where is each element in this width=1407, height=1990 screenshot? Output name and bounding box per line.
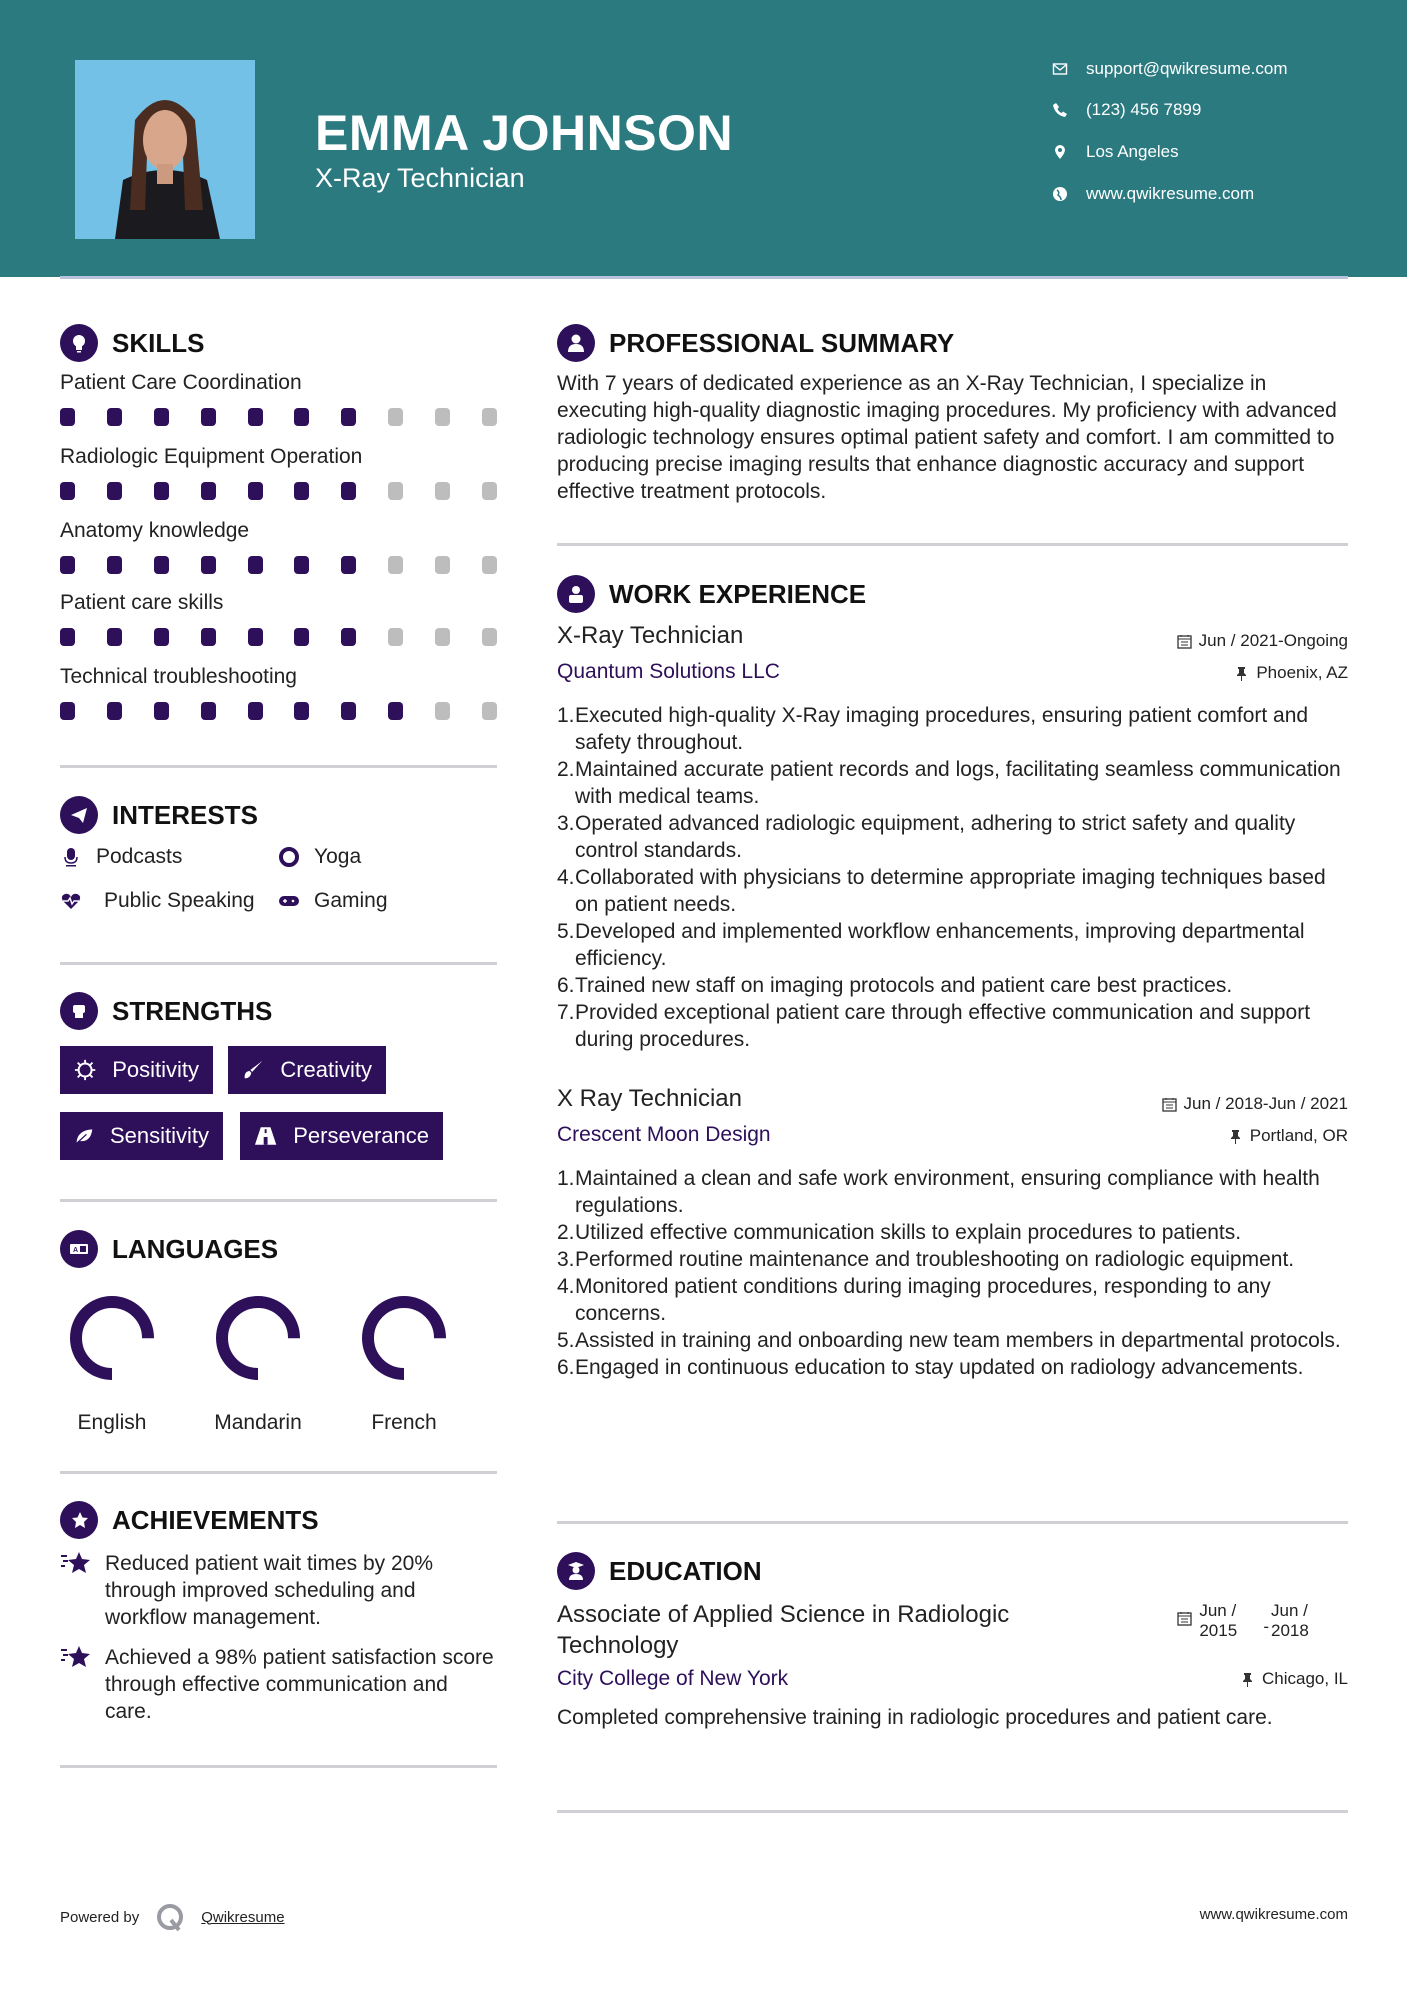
heartbeat-icon <box>60 890 82 912</box>
skill-label: Radiologic Equipment Operation <box>60 445 363 468</box>
fist-icon <box>60 992 98 1030</box>
duty-text: Monitored patient conditions during imaging procedures, responding to any concerns. <box>575 1275 1271 1325</box>
education-date-separator: - <box>1263 1617 1269 1636</box>
duty-item <box>557 810 1348 864</box>
summary-heading-text: PROFESSIONAL SUMMARY <box>609 327 955 358</box>
duty-text: Provided exceptional patient care through effective communication and support during procedures. <box>575 1001 1311 1051</box>
rating-dot-filled <box>248 628 263 646</box>
duty-text: Maintained accurate patient records and logs, facilitating seamless communication with medical teams. <box>575 758 1341 808</box>
contact-email[interactable] <box>1052 57 1288 81</box>
pushpin-icon <box>1240 1672 1255 1687</box>
paintbrush-icon <box>242 1058 264 1082</box>
rating-dot-filled <box>388 702 403 720</box>
rating-dot-filled <box>201 408 216 426</box>
language-label: French <box>371 1411 437 1434</box>
rating-dot-filled <box>60 702 75 720</box>
duty-text: Developed and implemented workflow enhancements, improving departmental efficiency. <box>575 920 1305 970</box>
duty-number: 1. <box>557 1167 575 1190</box>
job-dates-text: Jun / 2021-Ongoing <box>1198 631 1348 650</box>
rating-dot-empty <box>482 628 497 646</box>
achievements-heading-text: ACHIEVEMENTS <box>112 1504 319 1535</box>
language-proficiency-arc <box>368 1302 440 1374</box>
phone-icon <box>1052 102 1068 118</box>
job-title: X-Ray Technician <box>557 622 744 649</box>
duty-item <box>557 1246 1348 1273</box>
rating-dot-filled <box>341 408 356 426</box>
interest-label: Public Speaking <box>104 889 255 912</box>
education-dates <box>1177 1601 1315 1641</box>
skill-rating <box>60 702 497 720</box>
language-proficiency-ring <box>208 1288 308 1388</box>
languages-heading-text: LANGUAGES <box>112 1233 279 1264</box>
contact-location <box>1052 140 1179 164</box>
duty-item <box>557 918 1348 972</box>
skill-label: Technical troubleshooting <box>60 665 297 688</box>
duty-number: 4. <box>557 1275 575 1298</box>
achievement-item <box>60 1644 497 1725</box>
lifebuoy-icon <box>278 846 300 868</box>
education-heading <box>557 1552 762 1590</box>
education-location <box>1240 1669 1348 1689</box>
strength-label: Creativity <box>280 1057 372 1082</box>
duties-list <box>557 702 1348 1053</box>
job-title: X Ray Technician <box>557 1085 742 1112</box>
rating-dot-filled <box>341 482 356 500</box>
duty-item <box>557 702 1348 756</box>
education-location-text: Chicago, IL <box>1262 1669 1348 1688</box>
rating-dot-empty <box>388 628 403 646</box>
education-description: Completed comprehensive training in radiologic procedures and patient care. <box>557 1706 1273 1729</box>
pushpin-icon <box>1228 1129 1243 1144</box>
interest-item <box>60 889 255 913</box>
profile-photo <box>75 60 255 239</box>
duties-list <box>557 1165 1348 1381</box>
rating-dot-empty <box>388 556 403 574</box>
duty-text: Engaged in continuous education to stay updated on radiology advancements. <box>575 1356 1304 1379</box>
duty-text: Collaborated with physicians to determine appropriate imaging techniques based on patient needs. <box>575 866 1326 916</box>
section-divider <box>60 765 497 768</box>
strength-label: Positivity <box>112 1057 199 1082</box>
sun-icon <box>74 1058 96 1082</box>
strength-badge <box>228 1046 386 1094</box>
rating-dot-filled <box>154 628 169 646</box>
duty-item <box>557 1219 1348 1246</box>
gamepad-icon <box>278 890 300 912</box>
skill-label: Patient Care Coordination <box>60 371 302 394</box>
summary-text: With 7 years of dedicated experience as an X-Ray Technician, I specialize in executing high-quality diagnostic imaging procedures. My proficiency with advanced radiologic technology ensures optimal patient safety and comfort. I am committed to producing precise imaging results that enhance diagnostic accuracy and support effective treatment protocols. <box>557 372 1337 503</box>
location-icon <box>1052 144 1068 160</box>
header-divider <box>60 276 1348 279</box>
duty-item <box>557 1327 1348 1354</box>
rating-dot-empty <box>435 482 450 500</box>
duty-item <box>557 1165 1348 1219</box>
interest-label: Podcasts <box>96 845 183 868</box>
skill-rating <box>60 482 497 500</box>
lightbulb-icon <box>60 324 98 362</box>
language-proficiency-arc <box>222 1302 294 1374</box>
job-location-text: Phoenix, AZ <box>1256 663 1348 682</box>
achievement-item <box>60 1550 497 1631</box>
contact-phone-text: (123) 456 7899 <box>1086 100 1202 119</box>
section-divider <box>557 543 1348 546</box>
experience-heading-text: WORK EXPERIENCE <box>609 578 867 609</box>
duty-number: 5. <box>557 1329 575 1352</box>
rating-dot-filled <box>60 482 75 500</box>
language-label: Mandarin <box>214 1411 302 1434</box>
language-proficiency-ring <box>62 1288 162 1388</box>
rating-dot-empty <box>482 556 497 574</box>
rating-dot-filled <box>341 628 356 646</box>
duty-number: 6. <box>557 974 575 997</box>
strength-badge <box>60 1046 213 1094</box>
rating-dot-filled <box>248 482 263 500</box>
school-name: City College of New York <box>557 1667 789 1690</box>
interest-item <box>278 845 361 869</box>
job-dates <box>1162 1094 1348 1114</box>
contact-email-text: support@qwikresume.com <box>1086 59 1288 78</box>
interest-item <box>278 889 388 913</box>
rating-dot-filled <box>248 408 263 426</box>
duty-number: 6. <box>557 1356 575 1379</box>
duty-number: 1. <box>557 704 575 727</box>
contact-website[interactable] <box>1052 182 1254 206</box>
rating-dot-filled <box>201 702 216 720</box>
duty-text: Trained new staff on imaging protocols and patient care best practices. <box>575 974 1233 997</box>
strengths-heading-text: STRENGTHS <box>112 995 273 1026</box>
qwikresume-link[interactable]: Qwikresume <box>201 1908 285 1926</box>
summary-heading <box>557 324 954 362</box>
rating-dot-empty <box>482 408 497 426</box>
degree-title: Associate of Applied Science in Radiologic Technology <box>557 1601 1010 1659</box>
education-end: Jun / 2018 <box>1271 1601 1309 1640</box>
calendar-icon <box>1177 634 1192 649</box>
duty-number: 3. <box>557 812 575 835</box>
rating-dot-filled <box>107 628 122 646</box>
rating-dot-filled <box>341 702 356 720</box>
duty-item <box>557 756 1348 810</box>
rating-dot-filled <box>294 408 309 426</box>
strength-badge <box>60 1112 223 1160</box>
rating-dot-filled <box>107 408 122 426</box>
achievement-text: Achieved a 98% patient satisfaction score through effective communication and care. <box>105 1646 494 1723</box>
contact-phone <box>1052 98 1201 122</box>
skills-heading-text: SKILLS <box>112 327 205 358</box>
rating-dot-filled <box>294 556 309 574</box>
star-badge-icon <box>60 1501 98 1539</box>
pushpin-icon <box>1234 666 1249 681</box>
duty-text: Performed routine maintenance and troubleshooting on radiologic equipment. <box>575 1248 1295 1271</box>
experience-heading <box>557 575 866 613</box>
interest-item <box>60 845 182 869</box>
paper-plane-icon <box>60 796 98 834</box>
company-name: Crescent Moon Design <box>557 1123 771 1146</box>
qwikresume-logo-icon <box>155 1902 185 1932</box>
skill-rating <box>60 628 497 646</box>
rating-dot-empty <box>435 408 450 426</box>
language-proficiency-arc <box>76 1302 148 1374</box>
rating-dot-filled <box>201 628 216 646</box>
skill-rating <box>60 408 497 426</box>
interest-label: Yoga <box>314 845 362 868</box>
rating-dot-filled <box>248 556 263 574</box>
language-item <box>344 1288 464 1435</box>
contact-website-text: www.qwikresume.com <box>1086 184 1255 203</box>
email-icon <box>1052 61 1068 77</box>
rating-dot-filled <box>154 556 169 574</box>
section-divider <box>557 1810 1348 1813</box>
rating-dot-filled <box>248 702 263 720</box>
road-icon <box>254 1124 277 1148</box>
duty-number: 2. <box>557 758 575 781</box>
language-item <box>198 1288 318 1435</box>
duty-number: 2. <box>557 1221 575 1244</box>
strengths-heading <box>60 992 272 1030</box>
rating-dot-empty <box>482 482 497 500</box>
skills-heading <box>60 324 204 362</box>
rating-dot-filled <box>154 702 169 720</box>
job-dates <box>1177 631 1348 651</box>
rating-dot-empty <box>435 628 450 646</box>
duty-item <box>557 972 1348 999</box>
interests-heading <box>60 796 258 834</box>
language-proficiency-ring <box>354 1288 454 1388</box>
section-divider <box>557 1521 1348 1524</box>
section-divider <box>60 962 497 965</box>
rating-dot-filled <box>154 482 169 500</box>
calendar-icon <box>1177 1611 1192 1626</box>
skill-rating <box>60 556 497 574</box>
candidate-name: EMMA JOHNSON <box>315 105 734 161</box>
rating-dot-filled <box>294 482 309 500</box>
duty-text: Executed high-quality X-Ray imaging procedures, ensuring patient comfort and safety throughout. <box>575 704 1309 754</box>
rating-dot-filled <box>107 702 122 720</box>
globe-icon <box>1052 186 1068 202</box>
rating-dot-filled <box>294 628 309 646</box>
powered-by-text: Powered by <box>60 1908 140 1926</box>
duty-item <box>557 999 1348 1053</box>
duty-number: 5. <box>557 920 575 943</box>
duty-text: Maintained a clean and safe work environment, ensuring compliance with health regulations. <box>575 1167 1320 1217</box>
section-divider <box>60 1765 497 1768</box>
job-location <box>1228 1126 1348 1146</box>
duty-number: 4. <box>557 866 575 889</box>
rating-dot-filled <box>107 482 122 500</box>
briefcase-user-icon <box>557 575 595 613</box>
microphone-icon <box>60 846 82 868</box>
user-icon <box>557 324 595 362</box>
section-divider <box>60 1471 497 1474</box>
rating-dot-filled <box>201 482 216 500</box>
strength-label: Perseverance <box>293 1123 429 1148</box>
rating-dot-empty <box>388 408 403 426</box>
job-location-text: Portland, OR <box>1249 1126 1348 1145</box>
language-label: English <box>77 1411 147 1434</box>
job-location <box>1234 663 1348 683</box>
rating-dot-empty <box>482 702 497 720</box>
achievements-heading <box>60 1501 319 1539</box>
graduate-icon <box>557 1552 595 1590</box>
shooting-star-icon <box>60 1550 92 1576</box>
leaf-icon <box>74 1124 94 1148</box>
duty-number: 7. <box>557 1001 575 1024</box>
calendar-icon <box>1162 1097 1177 1112</box>
interest-label: Gaming <box>314 889 388 912</box>
shooting-star-icon <box>60 1644 92 1670</box>
strength-label: Sensitivity <box>109 1123 209 1148</box>
rating-dot-filled <box>154 408 169 426</box>
rating-dot-empty <box>435 556 450 574</box>
duty-number: 3. <box>557 1248 575 1271</box>
footer-powered-by <box>60 1902 285 1932</box>
svg-text:A: A <box>73 1247 79 1254</box>
duty-text: Operated advanced radiologic equipment, adhering to strict safety and quality control standards. <box>575 812 1296 862</box>
education-start: Jun / 2015 <box>1199 1601 1238 1640</box>
translate-icon <box>60 1230 98 1268</box>
strength-badge <box>240 1112 443 1160</box>
interests-heading-text: INTERESTS <box>112 799 258 830</box>
rating-dot-empty <box>388 482 403 500</box>
skill-label: Patient care skills <box>60 591 224 614</box>
rating-dot-filled <box>60 628 75 646</box>
company-name: Quantum Solutions LLC <box>557 660 780 683</box>
duty-item <box>557 1273 1348 1327</box>
rating-dot-filled <box>60 556 75 574</box>
languages-heading <box>60 1230 278 1268</box>
language-item <box>52 1288 172 1435</box>
section-divider <box>60 1199 497 1202</box>
skill-label: Anatomy knowledge <box>60 519 250 542</box>
duty-text: Utilized effective communication skills to explain procedures to patients. <box>575 1221 1242 1244</box>
achievement-text: Reduced patient wait times by 20% through improved scheduling and workflow management. <box>105 1552 434 1629</box>
duty-text: Assisted in training and onboarding new team members in departmental protocols. <box>575 1329 1341 1352</box>
rating-dot-filled <box>294 702 309 720</box>
rating-dot-filled <box>341 556 356 574</box>
duty-item <box>557 1354 1348 1381</box>
rating-dot-filled <box>107 556 122 574</box>
duty-item <box>557 864 1348 918</box>
rating-dot-filled <box>60 408 75 426</box>
contact-location-text: Los Angeles <box>1086 142 1179 161</box>
rating-dot-empty <box>435 702 450 720</box>
footer-website[interactable]: www.qwikresume.com <box>1199 1906 1348 1923</box>
candidate-title: X-Ray Technician <box>315 163 525 193</box>
job-dates-text: Jun / 2018-Jun / 2021 <box>1183 1094 1348 1113</box>
education-heading-text: EDUCATION <box>609 1555 762 1586</box>
rating-dot-filled <box>201 556 216 574</box>
